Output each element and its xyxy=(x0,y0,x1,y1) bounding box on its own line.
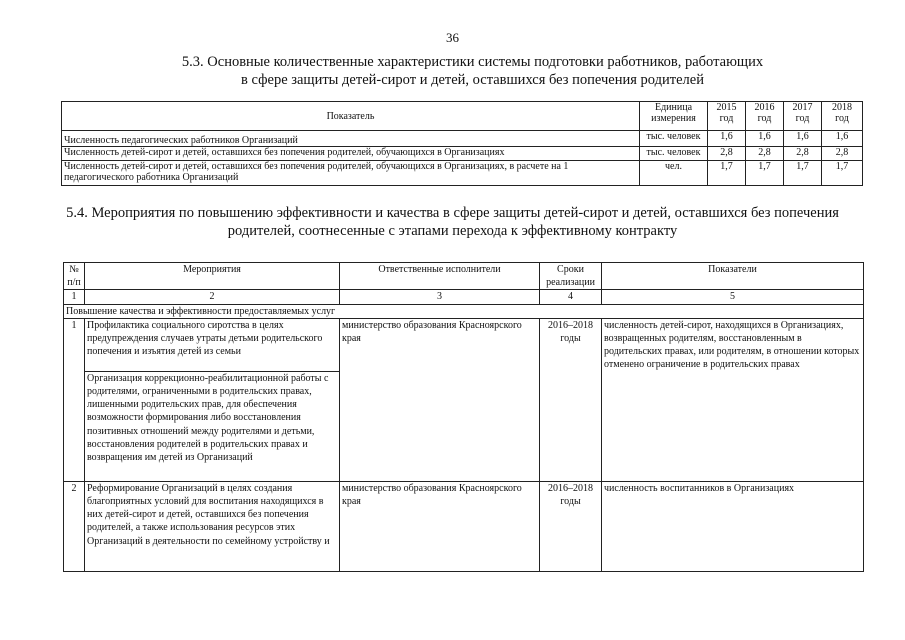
table-row xyxy=(64,481,864,571)
row-indicator: Численность детей-сирот и детей, оставшихся без попечения родителей, обучающихся в Организациях, в расчете на 1 педагогического работника Организаций xyxy=(62,161,640,186)
row-unit: чел. xyxy=(640,161,708,186)
row-activities xyxy=(85,481,340,571)
section-5-4-title xyxy=(0,204,905,240)
row-value: 1,7 xyxy=(822,161,863,186)
col-number: 1 xyxy=(64,290,85,304)
row-value: 1,6 xyxy=(746,131,784,147)
section-5-3-title-line2: в сфере защиты детей-сирот и детей, оставшихся без попечения родителей xyxy=(241,72,704,88)
table-row xyxy=(62,131,863,147)
row-value: 1,7 xyxy=(784,161,822,186)
row-unit: тыс. человек xyxy=(640,131,708,147)
row-indicators: численность воспитанников в Организациях xyxy=(602,481,864,571)
col-number: 3 xyxy=(340,290,540,304)
group-title: Повышение качества и эффективности предоставляемых услуг xyxy=(64,304,864,318)
header-activities: Мероприятия xyxy=(85,263,340,290)
row-indicators: численность детей-сирот, находящихся в Организациях, возвращенных родителям, восстановленным в родительских правах, или родителям, в отношении которых отменено ограничение в родительских правах xyxy=(602,318,864,481)
row-num: 2 xyxy=(64,481,85,571)
activity-item: Профилактика социального сиротства в целях предупреждения случаев утраты детьми родительского попечения и изъятия детей из семьи xyxy=(87,319,323,358)
col-number: 4 xyxy=(540,290,602,304)
row-deadline: 2016–2018 годы xyxy=(540,481,602,571)
row-value: 1,6 xyxy=(822,131,863,147)
header-year-2016: 2016 год xyxy=(746,102,784,131)
header-responsible: Ответственные исполнители xyxy=(340,263,540,290)
table-row xyxy=(62,161,863,186)
header-deadline: Сроки реализации xyxy=(540,263,602,290)
row-activities xyxy=(85,318,340,481)
page-number: 36 xyxy=(446,30,459,45)
row-indicator: Численность педагогических работников Организаций xyxy=(62,131,640,147)
row-deadline: 2016–2018 годы xyxy=(540,318,602,481)
row-responsible: министерство образования Красноярского края xyxy=(340,481,540,571)
group-title-row xyxy=(64,304,864,318)
row-value: 1,6 xyxy=(708,131,746,147)
activities-table xyxy=(63,262,864,572)
header-unit: Единица измерения xyxy=(640,102,708,131)
row-responsible: министерство образования Красноярского края xyxy=(340,318,540,481)
row-num: 1 xyxy=(64,318,85,481)
header-indicators: Показатели xyxy=(602,263,864,290)
row-value: 2,8 xyxy=(784,147,822,161)
row-value: 2,8 xyxy=(822,147,863,161)
section-5-4-title-line2: родителей, соотнесенные с этапами перехода к эффективному контракту xyxy=(227,223,678,239)
table-row xyxy=(64,318,864,481)
row-value: 2,8 xyxy=(746,147,784,161)
col-number: 5 xyxy=(602,290,864,304)
row-unit: тыс. человек xyxy=(640,147,708,161)
section-5-3-title xyxy=(0,53,905,89)
activity-item: Реформирование Организаций в целях создания благоприятных условий для воспитания находящихся в них детей-сирот и детей, оставшихся без попечения родителей, а также использования ресурсов этих Организаций в деятельности по семейному устройству и xyxy=(87,482,330,547)
activity-item: Организация коррекционно-реабилитационной работы с родителями, ограниченными в родительских правах, лишенными родительских прав, для обеспечения возможности формирования либо восстановления позитивных отношений между родителями и детьми, восстановления родителей в родительских правах и возвращения им детей из Организаций xyxy=(85,371,339,464)
header-year-2018: 2018 год xyxy=(822,102,863,131)
row-value: 1,7 xyxy=(708,161,746,186)
header-indicator: Показатель xyxy=(62,102,640,131)
row-indicator: Численность детей-сирот и детей, оставшихся без попечения родителей, обучающихся в Организациях xyxy=(62,147,640,161)
table-row xyxy=(62,147,863,161)
row-value: 1,6 xyxy=(784,131,822,147)
header-year-2015: 2015 год xyxy=(708,102,746,131)
header-year-2017: 2017 год xyxy=(784,102,822,131)
section-5-3-title-line1: 5.3. Основные количественные характеристики системы подготовки работников, работающих xyxy=(181,54,764,70)
row-value: 1,7 xyxy=(746,161,784,186)
row-value: 2,8 xyxy=(708,147,746,161)
header-num: № п/п xyxy=(64,263,85,290)
section-5-4-title-line1: 5.4. Мероприятия по повышению эффективности и качества в сфере защиты детей-сирот и детей, оставшихся без попечения xyxy=(66,205,839,221)
column-numbers-row xyxy=(64,290,864,304)
staff-characteristics-table xyxy=(61,101,863,186)
col-number: 2 xyxy=(85,290,340,304)
